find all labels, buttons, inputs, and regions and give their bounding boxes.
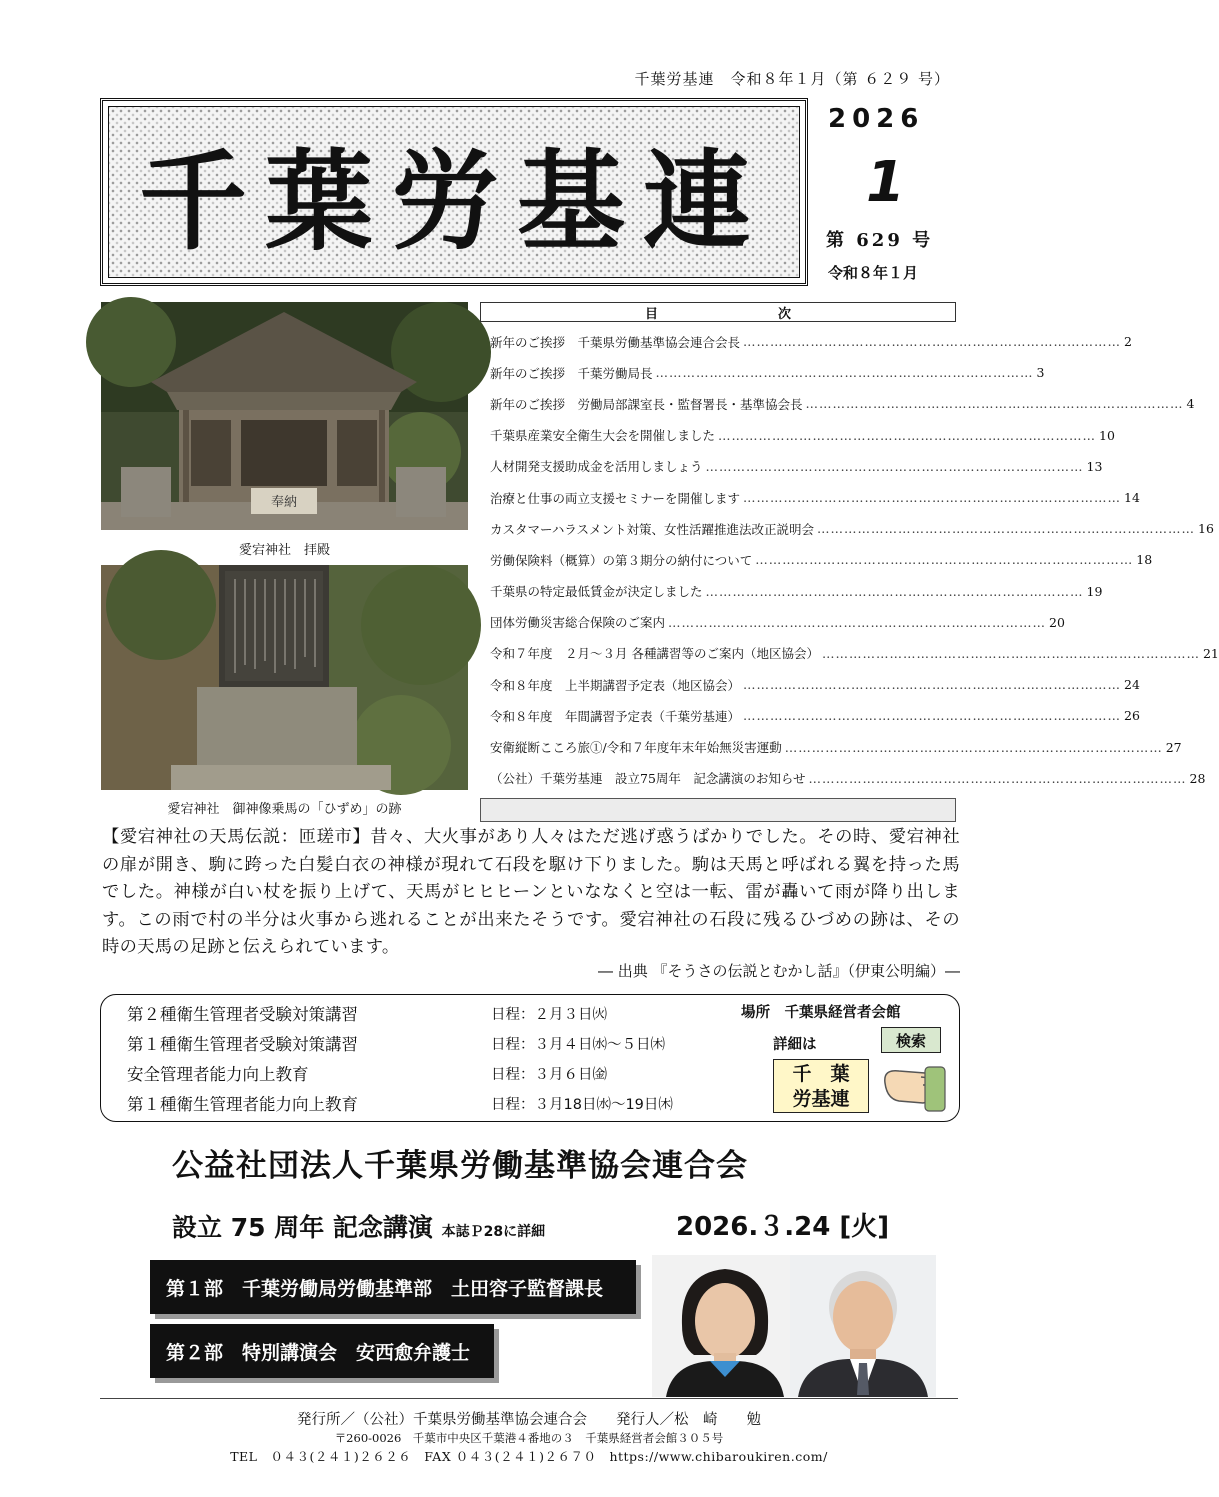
course-name: 第１種衛生管理者能力向上教育 <box>127 1095 358 1114</box>
toc-item[interactable] <box>478 638 1219 669</box>
toc-item-title: 新年のご挨拶 千葉労働局長 <box>490 365 653 381</box>
toc-leader-dots: ………………………………………………………………………… <box>784 739 1163 755</box>
toc-item-title: カスタマーハラスメント対策、女性活躍推進法改正説明会 <box>490 521 815 537</box>
toc-item-page: 14 <box>1124 490 1140 506</box>
issue-date: 令和８年１月 <box>828 264 919 282</box>
offering-plaque-text: 奉納 <box>270 495 298 510</box>
toc-item-page: 24 <box>1124 677 1140 693</box>
course-date: 日程：３月18日㈬～19日㈭ <box>491 1097 673 1113</box>
toc-item[interactable] <box>478 576 1103 607</box>
toc-item-title: 新年のご挨拶 労働局部課室長・監督署長・基準協会長 <box>490 396 803 412</box>
event-page-note: 本誌Ｐ28に詳細 <box>441 1224 546 1240</box>
event-title-text: 設立 75 周年 記念講演 <box>172 1213 433 1242</box>
issue-number: 第 629 号 <box>826 230 934 251</box>
toc-item[interactable] <box>478 763 1206 794</box>
toc-item-title: 新年のご挨拶 千葉県労働基準協会連合会長 <box>490 334 741 350</box>
toc-item[interactable] <box>478 513 1214 544</box>
toc-leader-dots: ………………………………………………………………………… <box>705 458 1084 474</box>
toc-item-page: 20 <box>1049 614 1065 630</box>
courses-box <box>100 994 960 1122</box>
organization-title: 公益社団法人千葉県労働基準協会連合会 <box>172 1148 748 1184</box>
issue-year: 2026 <box>828 104 925 134</box>
toc-item[interactable] <box>478 544 1153 575</box>
toc-leader-dots: ………………………………………………………………………… <box>817 521 1196 537</box>
issue-month: 1 <box>866 150 905 215</box>
shrine-hall-photo <box>101 302 468 530</box>
legend-story: 【愛宕神社の天馬伝説：匝瑳市】昔々、大火事があり人々はただ逃げ惑うばかりでした。その時、愛宕神社の扉が開き、駒に跨った白髪白衣の神様が現れて石段を駆け下りました。駒は天馬と呼ばれる翼を持った馬でした。神様が白い杖を振り上げて、天馬がヒヒヒーンといななくと空は一転、雷が轟いて雨が降り出します。この雨で村の半分は火事から逃れることが出来たそうです。愛宕神社の石段に残るひづめの跡は、その時の天馬の足跡と伝えられています。 <box>102 827 960 957</box>
masthead-title: 千葉労基連 <box>138 138 769 265</box>
toc-item-page: 21 <box>1202 645 1219 661</box>
event-part1-bar: 第１部 千葉労働局労働基準部 土田容子監督課長 <box>150 1260 636 1314</box>
toc-item-page: 13 <box>1086 458 1103 474</box>
toc-leader-dots: ………………………………………………………………………… <box>805 396 1184 412</box>
toc-item-page: 16 <box>1198 521 1214 537</box>
toc-item-page: 27 <box>1165 739 1182 755</box>
toc-item-title: 千葉県産業安全衛生大会を開催しました <box>490 428 716 444</box>
search-keyword-line1: 千 葉 <box>792 1063 850 1085</box>
toc-footer-bar <box>480 798 956 822</box>
toc-item-page: 3 <box>1036 365 1045 381</box>
search-keyword-line2: 労基連 <box>792 1088 850 1110</box>
toc-leader-dots: ………………………………………………………………………… <box>743 334 1122 350</box>
issue-header-line: 千葉労基連 令和８年１月（第 ６２９ 号） <box>634 70 950 88</box>
toc-leader-dots: ………………………………………………………………………… <box>705 583 1084 599</box>
course-venue: 場所 千葉県経営者会館 <box>741 1005 901 1021</box>
toc-item-title: （公社）千葉労基連 設立75周年 記念講演のお知らせ <box>490 771 806 787</box>
toc-item[interactable] <box>478 388 1195 419</box>
toc-header-right: 次 <box>778 306 792 322</box>
toc-item-title: 令和７年度 ２月～３月 各種講習等のご案内（地区協会） <box>490 646 819 662</box>
toc-item-page: 28 <box>1189 770 1206 786</box>
event-part2-bar: 第２部 特別講演会 安西愈弁護士 <box>150 1324 494 1378</box>
masthead-pattern <box>108 106 800 278</box>
pointing-hand-icon <box>877 1057 947 1117</box>
course-date: 日程：３月４日㈬～５日㈭ <box>491 1037 665 1053</box>
toc-item[interactable] <box>478 669 1140 700</box>
toc-header-left: 目 <box>644 306 658 322</box>
toc-item-page: 18 <box>1136 552 1153 568</box>
toc-item-title: 労働保険料（概算）の第３期分の納付について <box>490 552 753 568</box>
toc-item[interactable] <box>478 326 1132 357</box>
toc-item[interactable] <box>478 482 1140 513</box>
table-of-contents <box>478 302 1219 817</box>
toc-leader-dots: ………………………………………………………………………… <box>655 365 1034 381</box>
toc-item-page: 4 <box>1186 396 1195 412</box>
toc-leader-dots: ………………………………………………………………………… <box>668 614 1047 630</box>
footer-publisher: 発行所／（公社）千葉県労働基準協会連合会 発行人／松 崎 勉 <box>297 1412 761 1428</box>
toc-header <box>480 302 956 322</box>
event-date: 2026.３.24 [火] <box>676 1212 890 1242</box>
toc-leader-dots: ………………………………………………………………………… <box>755 552 1134 568</box>
toc-leader-dots: ………………………………………………………………………… <box>821 645 1200 661</box>
speaker-portrait-1 <box>652 1255 798 1397</box>
toc-item-title: 治療と仕事の両立支援セミナーを開催します <box>490 490 741 506</box>
toc-leader-dots: ………………………………………………………………………… <box>718 427 1097 443</box>
toc-item-title: 令和８年度 年間講習予定表（千葉労基連） <box>490 708 741 724</box>
toc-leader-dots: ………………………………………………………………………… <box>743 677 1122 693</box>
toc-item[interactable] <box>478 451 1103 482</box>
toc-item-page: 19 <box>1086 583 1103 599</box>
search-keyword-box[interactable] <box>773 1059 869 1113</box>
footer-divider <box>100 1398 958 1399</box>
hoofprint-monument-caption: 愛宕神社 御神像乗馬の「ひずめ」の跡 <box>167 802 402 817</box>
course-date: 日程：３月６日㈮ <box>491 1067 607 1083</box>
footer-address: 〒260-0026 千葉市中央区千葉港４番地の３ 千葉県経営者会館３０５号 <box>334 1431 724 1445</box>
toc-item[interactable] <box>478 731 1182 762</box>
toc-item-page: 26 <box>1124 708 1140 724</box>
details-label: 詳細は <box>773 1037 817 1053</box>
toc-leader-dots: ………………………………………………………………………… <box>743 490 1122 506</box>
toc-item-title: 人材開発支援助成金を活用しましょう <box>490 459 703 475</box>
footer-contact: TEL ０４３(２４１)２６２６ FAX ０４３(２４１)２６７０ https://www.chibaroukiren.com/ <box>230 1449 828 1464</box>
search-button[interactable]: 検索 <box>881 1027 941 1053</box>
course-name: 第１種衛生管理者受験対策講習 <box>127 1035 358 1054</box>
event-title <box>172 1208 545 1244</box>
legend-source: ― 出典 『そうさの伝説とむかし話』（伊東公明編）― <box>597 962 960 980</box>
toc-item-title: 千葉県の特定最低賃金が決定しました <box>490 584 703 600</box>
shrine-hall-caption: 愛宕神社 拝殿 <box>238 543 330 558</box>
toc-item[interactable] <box>478 420 1115 451</box>
toc-item-page: 2 <box>1124 334 1132 350</box>
hoofprint-monument-photo <box>101 565 468 790</box>
toc-item[interactable] <box>478 357 1045 388</box>
toc-item[interactable] <box>478 700 1140 731</box>
toc-list <box>478 326 1219 794</box>
toc-item-title: 団体労働災害総合保険のご案内 <box>490 615 666 631</box>
toc-leader-dots: ………………………………………………………………………… <box>743 708 1122 724</box>
toc-item-page: 10 <box>1099 427 1115 443</box>
course-name: 安全管理者能力向上教育 <box>127 1065 309 1084</box>
toc-item[interactable] <box>478 607 1065 638</box>
masthead <box>100 98 808 286</box>
toc-item-title: 令和８年度 上半期講習予定表（地区協会） <box>490 677 741 693</box>
toc-item-title: 安衛縦断こころ旅①/令和７年度年末年始無災害運動 <box>490 740 782 756</box>
toc-leader-dots: ………………………………………………………………………… <box>808 770 1187 786</box>
course-name: 第２種衛生管理者受験対策講習 <box>127 1005 358 1024</box>
course-date: 日程：２月３日㈫ <box>491 1007 607 1023</box>
speaker-portrait-2 <box>790 1255 936 1397</box>
